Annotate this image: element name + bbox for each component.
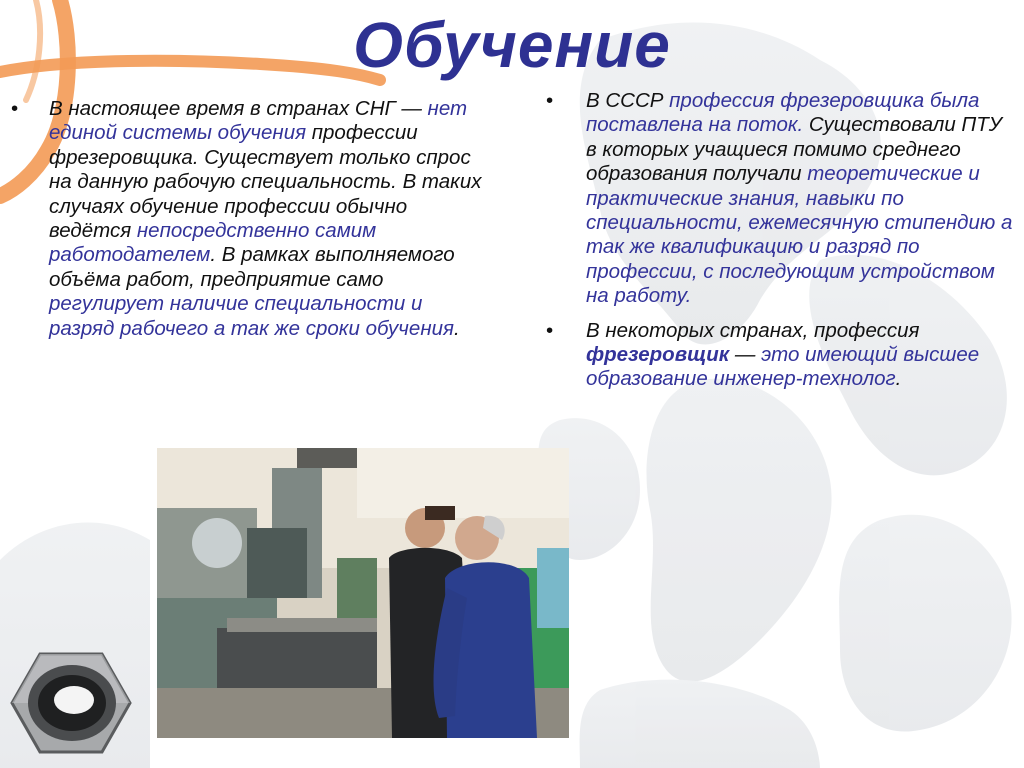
text-run: — bbox=[729, 343, 762, 367]
hex-lock-nut-icon bbox=[10, 648, 132, 758]
right-text-column bbox=[546, 89, 1016, 402]
highlighted-text-run: регулирует наличие специальности и разряд рабочего а так же сроки обучения bbox=[49, 292, 454, 340]
text-run: профессии фрезеровщика. Существует только спрос на данную рабочую специальность. В таких случаях обучение профессии обычно ведётся bbox=[49, 121, 482, 243]
text-run: В настоящее время в странах СНГ — bbox=[49, 97, 428, 120]
right-bullet-text-ussr bbox=[586, 89, 1012, 307]
right-bullet-item-ussr bbox=[546, 89, 1016, 309]
bullet-marker: • bbox=[546, 89, 554, 112]
right-bullet-item-other-countries bbox=[546, 318, 1016, 392]
highlighted-text-run: нет единой системы обучения bbox=[49, 97, 468, 145]
slide-title: Обучение bbox=[353, 9, 671, 81]
text-run: В СССР bbox=[586, 89, 670, 112]
left-text-column bbox=[11, 97, 489, 351]
text-run: . bbox=[895, 367, 902, 391]
text-run: . В рамках выполняемого объёма работ, предприятие само bbox=[49, 243, 455, 291]
highlighted-text-run: непосредственно самим работодателем bbox=[49, 219, 377, 267]
text-run: Существовали ПТУ в которых учащиеся помимо среднего образования получали bbox=[586, 113, 1002, 186]
right-bullet-text-other-countries bbox=[586, 319, 979, 391]
highlighted-text-run: фрезеровщик bbox=[586, 343, 730, 367]
highlighted-text-run: теоретические и практические знания, навыки по специальности, ежемесячную стипендию а так же квалификацию и разряд по профессии, с последующим устройством на работу. bbox=[586, 162, 1013, 308]
left-bullet-text bbox=[49, 97, 482, 340]
workshop-milling-machine-photo bbox=[157, 448, 569, 738]
bullet-marker: • bbox=[11, 97, 19, 120]
left-bullet-item bbox=[11, 97, 489, 341]
text-run: . bbox=[453, 316, 460, 340]
text-run: В некоторых странах, профессия bbox=[586, 318, 920, 342]
highlighted-text-run: профессия фрезеровщика была поставлена на поток. bbox=[586, 89, 980, 137]
bullet-marker: • bbox=[546, 318, 554, 342]
highlighted-text-run: это имеющий высшее образование инженер-технолог bbox=[586, 343, 980, 391]
